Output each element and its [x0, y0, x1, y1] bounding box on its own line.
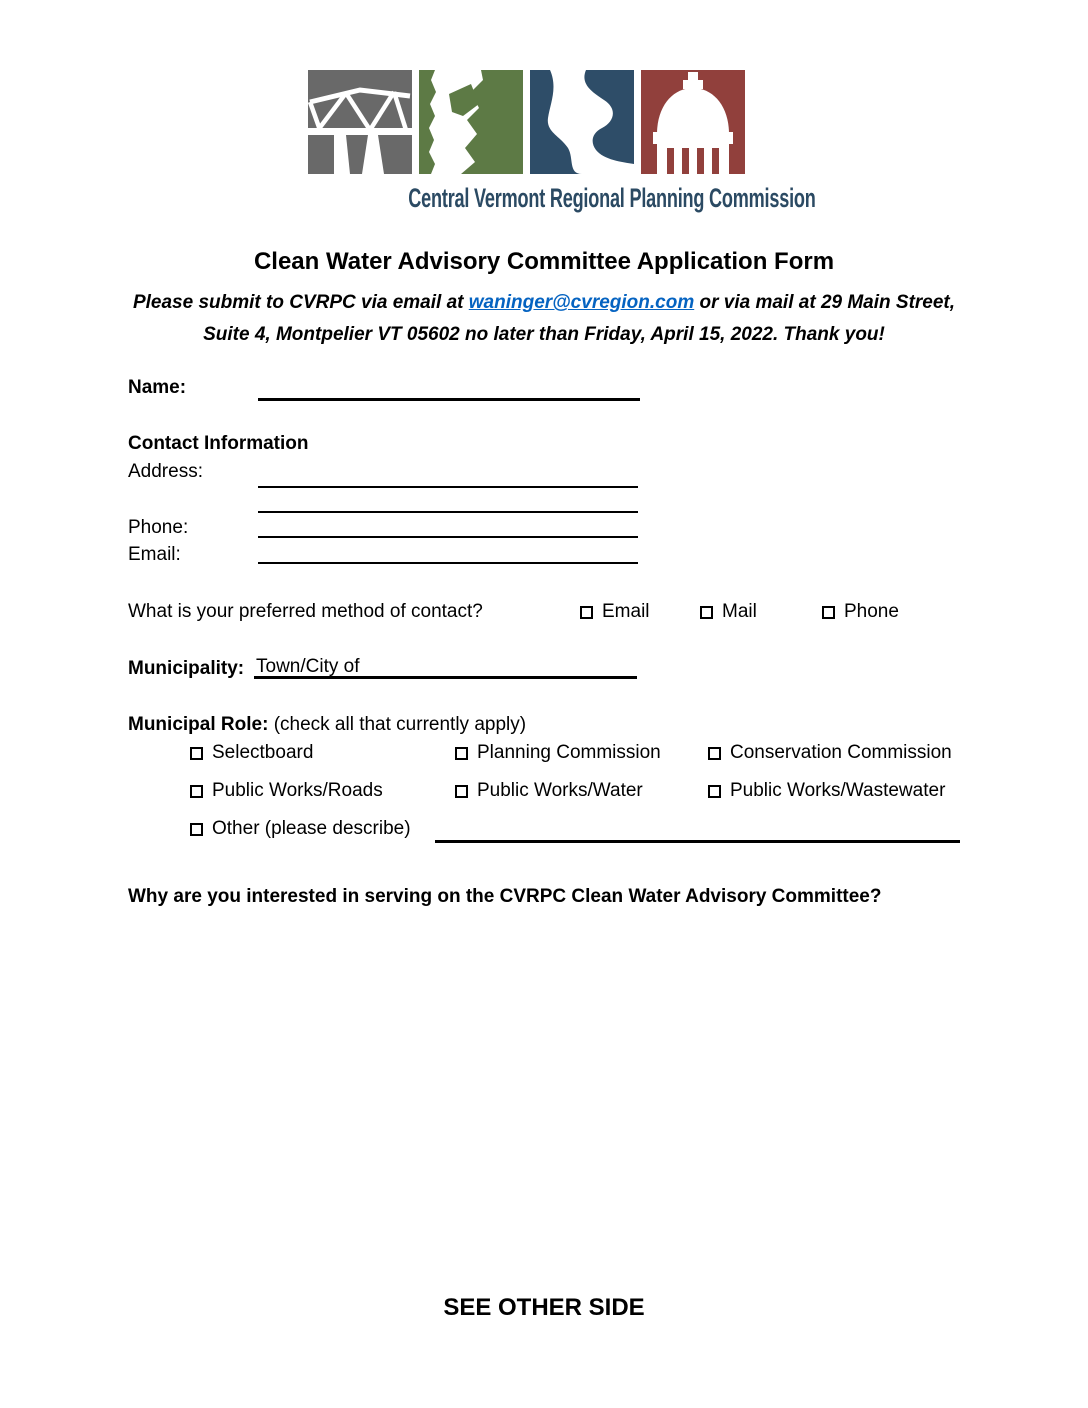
public-works-roads-checkbox[interactable] — [190, 785, 203, 798]
role-option-conservation-commission — [708, 742, 952, 764]
public-works-wastewater-checkbox[interactable] — [708, 785, 721, 798]
municipality-line[interactable] — [254, 654, 637, 679]
municipality-line-prefix: Town/City of — [256, 656, 360, 677]
bridge-icon — [308, 70, 412, 174]
mail-option-label: Mail — [722, 601, 757, 622]
submission-instructions — [0, 287, 1088, 351]
conservation-commission-label: Conservation Commission — [730, 742, 952, 763]
logo-wordmark — [308, 183, 816, 214]
email-link[interactable]: waninger@cvregion.com — [468, 292, 695, 313]
email-option-label: Email — [602, 601, 650, 622]
page-title: Clean Water Advisory Committee Application Form — [253, 248, 835, 275]
capitol-dome-icon — [641, 70, 745, 174]
contact-section-heading: Contact Information — [128, 433, 309, 454]
role-option-selectboard — [190, 742, 313, 764]
public-works-water-checkbox[interactable] — [455, 785, 468, 798]
selectboard-checkbox[interactable] — [190, 747, 203, 760]
email-label: Email: — [128, 544, 181, 565]
role-option-public-works-wastewater — [708, 780, 945, 802]
phone-checkbox[interactable] — [822, 606, 835, 619]
address-line-1[interactable] — [258, 462, 638, 488]
conservation-commission-checkbox[interactable] — [708, 747, 721, 760]
interest-question: Why are you interested in serving on the CVRPC Clean Water Advisory Committee? — [128, 886, 882, 907]
public-works-roads-label: Public Works/Roads — [212, 780, 383, 801]
name-label: Name: — [128, 377, 187, 398]
public-works-water-label: Public Works/Water — [477, 780, 643, 801]
mail-checkbox[interactable] — [700, 606, 713, 619]
role-option-public-works-water — [455, 780, 643, 802]
see-other-side-note: SEE OTHER SIDE — [443, 1294, 645, 1321]
other-describe-line[interactable] — [435, 815, 960, 843]
preferred-contact-option-email — [580, 601, 650, 623]
preferred-contact-option-phone — [822, 601, 899, 623]
municipal-role-heading — [128, 714, 526, 736]
other-checkbox[interactable] — [190, 823, 203, 836]
municipality-label: Municipality: — [128, 658, 245, 679]
municipal-role-hint: (check all that currently apply) — [273, 714, 527, 735]
instructions-line1-prefix: Please submit to CVRPC via email at — [132, 292, 469, 313]
vermont-map-icon — [419, 70, 523, 174]
role-option-public-works-roads — [190, 780, 383, 802]
role-option-other — [190, 818, 411, 840]
email-line[interactable] — [258, 538, 638, 564]
instructions-line2: Suite 4, Montpelier VT 05602 no later than Friday, April 15, 2022. Thank you! — [203, 324, 885, 345]
name-line[interactable] — [258, 374, 640, 401]
instructions-line1-suffix: or via mail at 29 Main Street, — [694, 292, 956, 313]
preferred-contact-question: What is your preferred method of contact? — [128, 601, 483, 622]
logo-wordmark-text: Central Vermont Regional Planning Commission — [408, 183, 816, 213]
phone-option-label: Phone — [844, 601, 899, 622]
planning-commission-label: Planning Commission — [477, 742, 661, 763]
cvrpc-logo — [308, 70, 816, 214]
preferred-contact-option-mail — [700, 601, 757, 623]
email-checkbox[interactable] — [580, 606, 593, 619]
logo-panels — [308, 70, 746, 174]
address-label: Address: — [128, 461, 203, 482]
phone-label: Phone: — [128, 517, 189, 538]
selectboard-label: Selectboard — [212, 742, 314, 763]
address-line-2[interactable] — [258, 487, 638, 513]
planning-commission-checkbox[interactable] — [455, 747, 468, 760]
phone-line[interactable] — [258, 512, 638, 538]
role-option-planning-commission — [455, 742, 661, 764]
other-label: Other (please describe) — [212, 818, 411, 839]
river-icon — [530, 70, 634, 174]
public-works-wastewater-label: Public Works/Wastewater — [730, 780, 946, 801]
municipal-role-label: Municipal Role: — [128, 714, 269, 735]
